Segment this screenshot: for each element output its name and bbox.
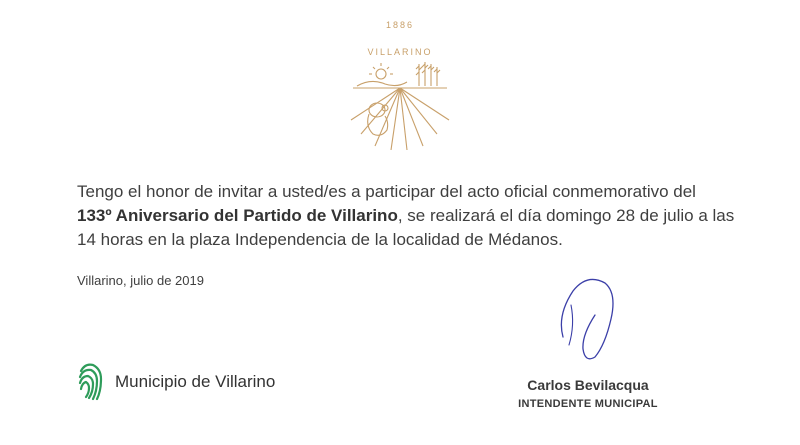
signer-title: INTENDENTE MUNICIPAL xyxy=(518,398,658,410)
municipio-name: Municipio de Villarino xyxy=(115,372,276,391)
invitation-line-2: , se realizará el día domingo 28 de julio a las xyxy=(397,206,735,225)
emblem-year: 1886 xyxy=(385,20,415,30)
municipio-fingerprint-icon xyxy=(77,361,105,403)
invitation-text xyxy=(77,180,737,252)
villarino-emblem xyxy=(345,20,455,150)
field-sun-emblem-icon xyxy=(345,58,455,150)
invitation-line-1: Tengo el honor de invitar a usted/es a participar del acto oficial conmemorativo del xyxy=(77,182,696,201)
place-date: Villarino, julio de 2019 xyxy=(77,273,204,288)
signer-name: Carlos Bevilacqua xyxy=(527,377,649,393)
anniversary-title: 133º Aniversario del Partido de Villarino xyxy=(77,206,398,225)
emblem-name: VILLARINO xyxy=(367,47,433,57)
handwritten-signature xyxy=(555,275,625,365)
invitation-line-3: 14 horas en la plaza Independencia de la localidad de Médanos. xyxy=(77,230,563,249)
